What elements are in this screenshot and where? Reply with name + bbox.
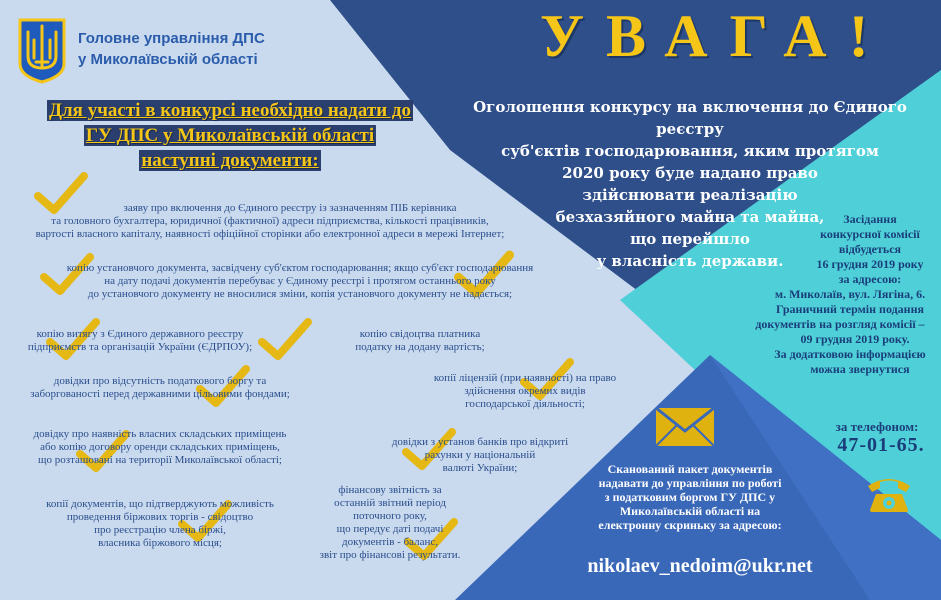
email-address[interactable]: nikolaev_nedoim@ukr.net [587, 555, 813, 577]
document-line: копію свідоцтва платника [359, 328, 481, 340]
contest-line: у власність держави. [596, 252, 784, 270]
submit-line: надавати до управління по роботі [598, 476, 782, 490]
document-line: копію установчого документа, засвідчену суб'єктом господарювання; якщо суб'єкт господарювання [66, 262, 534, 274]
submit-line: з податковим боргом ГУ ДПС у [604, 490, 776, 504]
document-line: копії ліцензій (при наявності) на право [433, 372, 617, 384]
telephone-icon [864, 472, 914, 514]
document-item [370, 436, 590, 475]
document-item [0, 202, 540, 241]
contest-line: суб'єктів господарювання, яким протягом [501, 142, 879, 160]
contest-line: що перейшло [630, 230, 750, 248]
document-line: поточного року, [353, 510, 427, 522]
submit-instructions [570, 462, 810, 532]
document-line: заяву про включення до Єдиного реєстру із зазначенням ПІБ керівника [123, 202, 457, 214]
document-line: вартості власного капіталу, наявності офіційної сторінки або електронної адреси в мережі Інтернет; [35, 228, 505, 240]
document-item [420, 372, 630, 411]
document-item [20, 262, 580, 301]
contest-line: здійснювати реалізацію [582, 186, 798, 204]
heading-line: ГУ ДПС у Миколаївській області [85, 125, 375, 146]
commission-line: документів на розгляд комісії – [755, 317, 925, 331]
phone-number[interactable]: 47-01-65. [837, 434, 925, 456]
commission-line: 09 грудня 2019 року. [800, 332, 910, 346]
contest-line: безхазяйного майна та майна, [555, 208, 825, 226]
submit-line: Сканований пакет документів [607, 462, 773, 476]
document-line: на дату подачі документів перебуває у Єдиному реєстрі і протягом останнього року [104, 275, 496, 287]
document-line: до установчого документу не вносилися зміни, копія установчого документу не надається; [87, 288, 513, 300]
document-line: копії документів, що підтверджують можливість [46, 498, 274, 510]
commission-line: за адресою: [838, 272, 902, 286]
commission-line: можна звернутися [810, 362, 910, 376]
commission-line: конкурсної комісії [820, 227, 920, 241]
contest-line: Оголошення конкурсу на включення до Єдиного реєстру [473, 98, 907, 138]
document-line: господарської діяльності; [465, 398, 585, 410]
document-line: та головного бухгалтера, юридичної (фактичної) адреси підприємства, кількості працівників, [51, 215, 489, 227]
document-line: останній звітний період [334, 497, 446, 509]
agency-name [78, 28, 265, 70]
document-line: податку на додану вартість; [355, 341, 485, 353]
document-line: або копію договору оренди складських приміщень, [40, 441, 280, 453]
submit-line: електронну скриньку за адресою: [598, 518, 782, 532]
commission-line: м. Миколаїв, вул. Лягіна, 6. [774, 287, 926, 301]
phone-label: за телефоном: [835, 419, 919, 434]
commission-line: відбудеться [838, 242, 902, 256]
document-line: звіт про фінансові результати. [319, 549, 461, 561]
trident-emblem-icon [18, 18, 66, 84]
document-line: що передує даті подачі [336, 523, 444, 535]
heading-line: Для участі в конкурсі необхідно надати до [48, 100, 412, 121]
envelope-icon [655, 407, 715, 447]
document-line: валюті України; [442, 462, 518, 474]
document-line: документів - баланс, [341, 536, 439, 548]
agency-line: Головне управління ДПС [78, 30, 265, 47]
contest-line: 2020 року буде надано право [562, 164, 818, 182]
document-line: копію витягу з Єдиного державного реєстру [36, 328, 244, 340]
document-line: заборгованості перед державними цільовими фондами; [30, 388, 290, 400]
heading-line: наступні документи: [141, 150, 319, 171]
document-line: що розташовані на території Миколаївської області; [38, 454, 282, 466]
document-line: проведення біржових торгів - свідоцтво [66, 511, 254, 523]
document-item [0, 428, 320, 467]
document-line: довідки з установ банків про відкриті [391, 436, 569, 448]
commission-info [755, 212, 940, 377]
document-line: довідки про відсутність податкового боргу та [53, 375, 267, 387]
document-item [0, 375, 320, 401]
document-line: фінансову звітність за [338, 484, 442, 496]
document-item [300, 484, 480, 562]
commission-line: 16 грудня 2019 року [816, 257, 924, 271]
commission-line: За додатковою інформацією [774, 347, 926, 361]
submit-line: Миколаївській області на [619, 504, 761, 518]
commission-line: Граничний термін подання [776, 302, 924, 316]
attention-title: УВАГА! [540, 3, 891, 69]
document-line: довідку про наявність власних складських приміщень [33, 428, 287, 440]
agency-line: у Миколаївській області [78, 51, 258, 68]
documents-heading [0, 98, 460, 173]
document-line: про реєстрацію члена біржі, [94, 524, 226, 536]
commission-line: Засідання [843, 212, 897, 226]
document-line: власника біржового місця; [98, 537, 222, 549]
document-line: рахунки у національній [424, 449, 536, 461]
document-item [330, 328, 510, 354]
document-item [0, 328, 280, 354]
document-line: здійснення окремих видів [464, 385, 586, 397]
document-line: підприємств та організацій України (ЄДРПОУ); [27, 341, 253, 353]
document-item [10, 498, 310, 550]
